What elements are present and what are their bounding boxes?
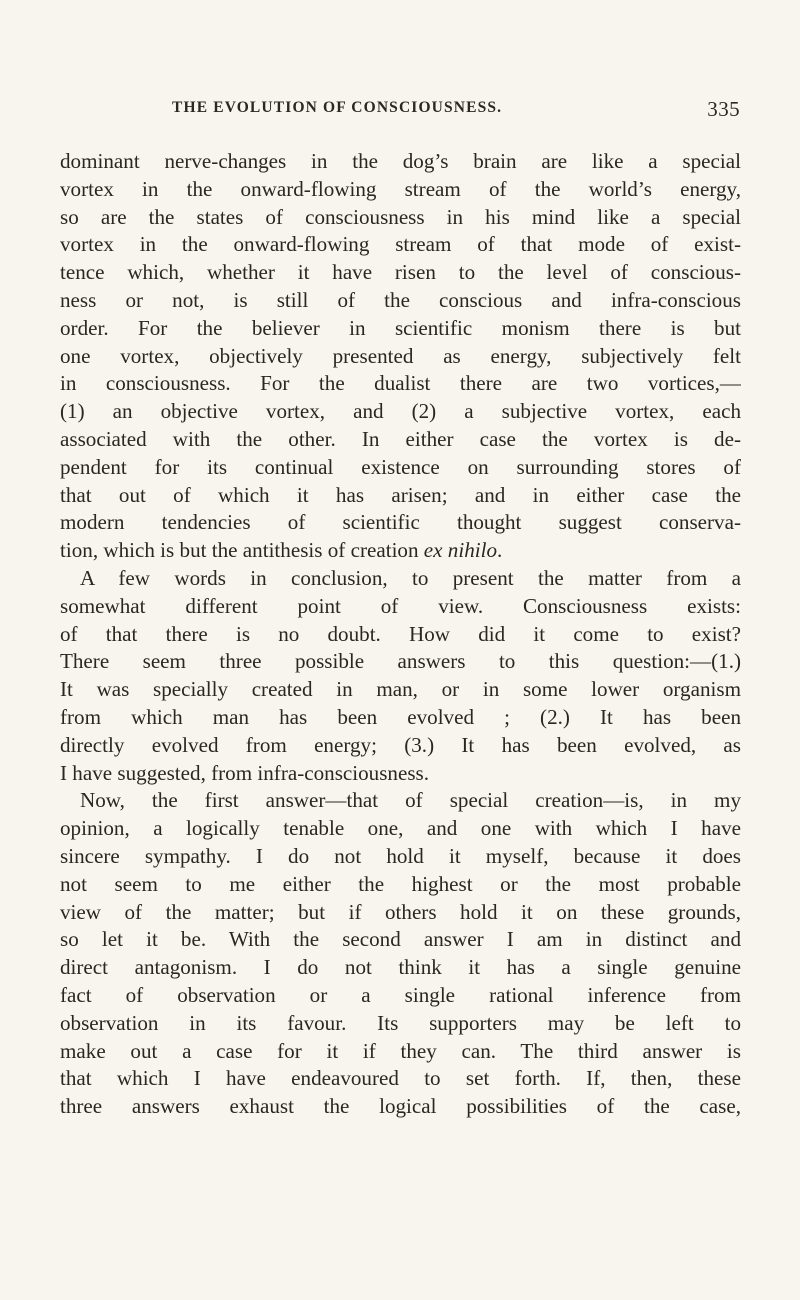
page-number: 335 — [707, 97, 740, 121]
text-line: opinion, a logically tenable one, and one with which I have — [60, 816, 741, 841]
text-line: dominant nerve-changes in the dog’s brain are like a special — [60, 149, 741, 173]
text-line: tence which, whether it have risen to the level of conscious- — [60, 260, 741, 285]
text-line: There seem three possible answers to this question:—(1.) — [60, 649, 741, 674]
text-fragment: . — [497, 538, 503, 563]
paragraph-1 — [60, 148, 741, 565]
text-line: directly evolved from energy; (3.) It has been evolved, as — [60, 732, 741, 757]
text-line: It was specially created in man, or in some lower organism — [60, 677, 741, 702]
text-line: so let it be. With the second answer I am in distinct and — [60, 927, 741, 952]
text-line-final: I have suggested, from infra-consciousness. — [60, 760, 430, 785]
text-line: of that there is no doubt. How did it come to exist? — [60, 621, 741, 646]
text-line: direct antagonism. I do not think it has a single genuine — [60, 955, 741, 980]
text-line: observation in its favour. Its supporters may be left to — [60, 1010, 741, 1035]
text-line: vortex in the onward-flowing stream of that mode of exist- — [60, 232, 741, 257]
text-line: A few words in conclusion, to present the matter from a — [80, 565, 741, 590]
italic-phrase: ex nihilo — [423, 538, 498, 563]
text-line: somewhat different point of view. Consciousness exists: — [60, 593, 741, 618]
text-line: make out a case for it if they can. The third answer is — [60, 1038, 741, 1063]
text-line: that out of which it has arisen; and in either case the — [60, 482, 741, 507]
text-line: one vortex, objectively presented as energy, subjectively felt — [60, 343, 741, 368]
text-line: from which man has been evolved ; (2.) It has been — [60, 704, 741, 729]
page-header — [60, 99, 740, 123]
body-text — [60, 148, 741, 1121]
text-line: view of the matter; but if others hold it on these grounds, — [60, 899, 741, 924]
text-line: order. For the believer in scientific monism there is but — [60, 315, 741, 340]
text-line-final — [60, 537, 741, 565]
paragraph-3 — [60, 787, 741, 1121]
text-line: fact of observation or a single rational inference from — [60, 982, 741, 1007]
text-line: in consciousness. For the dualist there are two vortices,— — [60, 371, 741, 396]
text-line: three answers exhaust the logical possibilities of the case, — [60, 1094, 741, 1119]
paragraph-2 — [60, 565, 741, 787]
text-line: vortex in the onward-flowing stream of the world’s energy, — [60, 176, 741, 201]
text-line: so are the states of consciousness in his mind like a special — [60, 204, 741, 229]
text-line: that which I have endeavoured to set forth. If, then, these — [60, 1066, 741, 1091]
running-title: THE EVOLUTION OF CONSCIOUSNESS. — [172, 99, 503, 116]
text-line: (1) an objective vortex, and (2) a subjective vortex, each — [60, 399, 741, 424]
text-line: Now, the first answer—that of special creation—is, in my — [80, 788, 741, 813]
text-line: modern tendencies of scientific thought suggest conserva- — [60, 510, 741, 535]
text-fragment: tion, which is but the antithesis of creation — [60, 538, 424, 563]
text-line: associated with the other. In either case the vortex is de- — [60, 426, 741, 451]
text-line: ness or not, is still of the conscious and infra-conscious — [60, 287, 741, 312]
text-line: pendent for its continual existence on surrounding stores of — [60, 454, 741, 479]
text-line: not seem to me either the highest or the most probable — [60, 871, 741, 896]
text-line: sincere sympathy. I do not hold it myself, because it does — [60, 843, 741, 868]
